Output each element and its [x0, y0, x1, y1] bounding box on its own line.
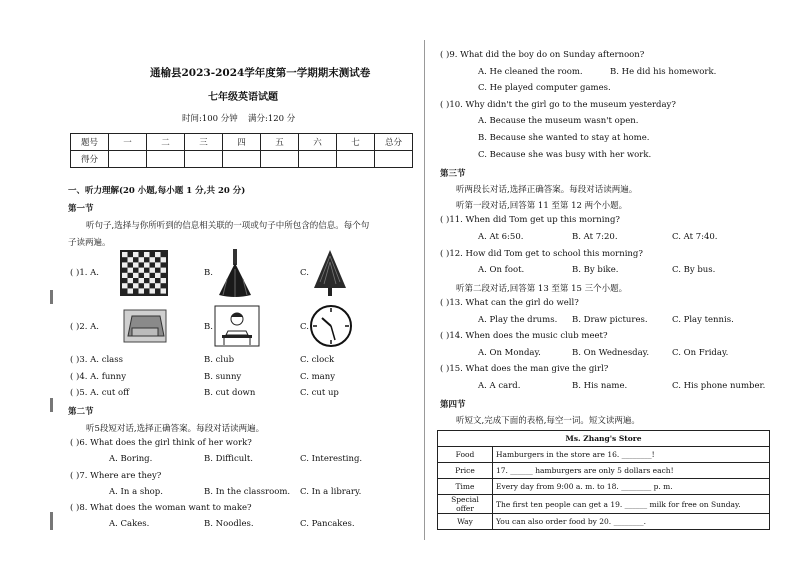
q13-stem: ( )13. What can the girl do well?	[440, 298, 579, 308]
q9-option-b: B. He did his homework.	[610, 67, 717, 77]
q14-stem: ( )14. When does the music club meet?	[440, 331, 608, 341]
exam-title: 通榆县2023-2024学年度第一学期期末测试卷	[150, 67, 371, 79]
store-table-title-row	[438, 431, 770, 447]
q5-option-c: C. cut up	[300, 388, 339, 398]
section3-dialog2-note: 听第二段对话,回答第 13 至第 15 三个小题。	[456, 284, 628, 294]
store-row-text: Every day from 9:00 a. m. to 18. ________ p. m.	[493, 479, 770, 495]
q13-option-a: A. Play the drums.	[478, 315, 558, 325]
q15-stem: ( )15. What does the man give the girl?	[440, 364, 609, 374]
q13-option-c: C. Play tennis.	[672, 315, 734, 325]
q5-option-b: B. cut down	[204, 388, 256, 398]
score-row-label: 得分	[71, 151, 109, 168]
q11-option-b: B. At 7:20.	[572, 232, 618, 242]
section3-dialog1-note: 听第一段对话,回答第 11 至第 12 两个小题。	[456, 201, 628, 211]
q13-option-b: B. Draw pictures.	[572, 315, 648, 325]
chessboard-image	[120, 250, 168, 299]
store-table-row	[438, 514, 770, 530]
clock-image	[309, 304, 353, 351]
score-cell[interactable]	[299, 151, 337, 168]
section3-instruction: 听两段长对话,选择正确答案。每段对话读两遍。	[456, 185, 638, 195]
q15-option-c: C. His phone number.	[672, 381, 766, 391]
q4-option-c: C. many	[300, 372, 336, 382]
part1-heading: 一、听力理解(20 小题,每小题 1 分,共 20 分)	[68, 186, 246, 196]
q10-option-b: B. Because she wanted to stay at home.	[478, 133, 650, 143]
store-table-row	[438, 495, 770, 514]
q3-label: ( )3. A. class	[70, 355, 123, 365]
sofa-image	[122, 306, 168, 349]
q11-stem: ( )11. When did Tom get up this morning?	[440, 215, 620, 225]
q6-option-a: A. Boring.	[109, 454, 153, 464]
score-cell[interactable]	[337, 151, 375, 168]
store-row-text: You can also order food by 20. ________.	[493, 514, 770, 530]
score-cell[interactable]	[261, 151, 299, 168]
store-row-label: Way	[438, 514, 493, 530]
score-header-cell: 一	[109, 134, 147, 151]
q7-option-b: B. In the classroom.	[204, 487, 291, 497]
section4-label: 第四节	[440, 400, 466, 410]
q10-option-a: A. Because the museum wasn't open.	[478, 116, 639, 126]
q4-label: ( )4. A. funny	[70, 372, 127, 382]
q10-option-c: C. Because she was busy with her work.	[478, 150, 652, 160]
score-header-cell: 四	[223, 134, 261, 151]
store-row-label: Special offer	[438, 495, 493, 514]
tree-image	[310, 248, 350, 301]
score-header-cell: 七	[337, 134, 375, 151]
section1-label: 第一节	[68, 204, 94, 214]
q9-option-c: C. He played computer games.	[478, 83, 611, 93]
q2-option-c: C.	[300, 322, 309, 332]
store-row-text: Hamburgers in the store are 16. ________!	[493, 447, 770, 463]
score-header-cell: 题号	[71, 134, 109, 151]
q5-label: ( )5. A. cut off	[70, 388, 130, 398]
q7-option-c: C. In a library.	[300, 487, 362, 497]
store-table-title: Ms. Zhang's Store	[438, 431, 770, 447]
q14-option-a: A. On Monday.	[478, 348, 541, 358]
q15-option-a: A. A card.	[478, 381, 521, 391]
student-desk-image	[214, 305, 260, 350]
score-cell[interactable]	[375, 151, 413, 168]
column-divider	[424, 40, 425, 540]
q1-option-b: B.	[204, 268, 213, 278]
broom-image	[213, 249, 257, 302]
section1-instruction-cont: 子读两遍。	[68, 238, 111, 248]
q8-option-b: B. Noodles.	[204, 519, 254, 529]
q7-option-a: A. In a shop.	[109, 487, 163, 497]
section2-label: 第二节	[68, 407, 94, 417]
q14-option-b: B. On Wednesday.	[572, 348, 650, 358]
q6-option-b: B. Difficult.	[204, 454, 254, 464]
binding-mark	[50, 290, 53, 304]
q6-option-c: C. Interesting.	[300, 454, 363, 464]
q12-option-a: A. On foot.	[478, 265, 525, 275]
score-cell[interactable]	[147, 151, 185, 168]
q12-stem: ( )12. How did Tom get to school this morning?	[440, 249, 643, 259]
q14-option-c: C. On Friday.	[672, 348, 729, 358]
q12-option-b: B. By bike.	[572, 265, 619, 275]
score-header-cell: 三	[185, 134, 223, 151]
score-cell[interactable]	[223, 151, 261, 168]
store-table	[437, 430, 770, 530]
q9-option-a: A. He cleaned the room.	[478, 67, 583, 77]
section3-label: 第三节	[440, 169, 466, 179]
score-table-header-row	[71, 134, 413, 151]
score-table-score-row	[71, 151, 413, 168]
q7-stem: ( )7. Where are they?	[70, 471, 162, 481]
score-header-cell: 五	[261, 134, 299, 151]
q11-option-c: C. At 7:40.	[672, 232, 718, 242]
q6-stem: ( )6. What does the girl think of her work?	[70, 438, 252, 448]
binding-mark	[50, 512, 53, 530]
q12-option-c: C. By bus.	[672, 265, 716, 275]
q9-stem: ( )9. What did the boy do on Sunday afternoon?	[440, 50, 645, 60]
q15-option-b: B. His name.	[572, 381, 628, 391]
q11-option-a: A. At 6:50.	[478, 232, 524, 242]
q1-option-c: C.	[300, 268, 309, 278]
binding-mark	[50, 398, 53, 412]
store-row-label: Price	[438, 463, 493, 479]
q8-option-a: A. Cakes.	[109, 519, 150, 529]
score-header-cell: 总分	[375, 134, 413, 151]
store-table-row	[438, 479, 770, 495]
section4-instruction: 听短文,完成下面的表格,每空一词。短文读两遍。	[456, 416, 640, 426]
score-header-cell: 二	[147, 134, 185, 151]
section2-instruction: 听5段短对话,选择正确答案。每段对话读两遍。	[86, 424, 265, 434]
store-row-label: Time	[438, 479, 493, 495]
q8-stem: ( )8. What does the woman want to make?	[70, 503, 252, 513]
store-row-text: The first ten people can get a 19. ______ milk for free on Sunday.	[493, 495, 770, 514]
score-cell[interactable]	[185, 151, 223, 168]
q10-stem: ( )10. Why didn't the girl go to the museum yesterday?	[440, 100, 676, 110]
q1-label: ( )1. A.	[70, 268, 99, 278]
section1-instruction: 听句子,选择与你所听到的信息相关联的一项或句子中所包含的信息。每个句	[86, 221, 370, 231]
exam-score: 满分:120 分	[248, 114, 296, 124]
q2-label: ( )2. A.	[70, 322, 99, 332]
store-row-label: Food	[438, 447, 493, 463]
q2-option-b: B.	[204, 322, 213, 332]
exam-time: 时间:100 分钟	[182, 114, 238, 124]
score-header-cell: 六	[299, 134, 337, 151]
q4-option-b: B. sunny	[204, 372, 242, 382]
score-table	[70, 133, 413, 168]
store-table-row	[438, 463, 770, 479]
store-table-row	[438, 447, 770, 463]
q8-option-c: C. Pancakes.	[300, 519, 355, 529]
q3-option-b: B. club	[204, 355, 235, 365]
store-row-text: 17. ______ hamburgers are only 5 dollars each!	[493, 463, 770, 479]
exam-subtitle: 七年级英语试题	[208, 92, 278, 103]
q3-option-c: C. clock	[300, 355, 335, 365]
score-cell[interactable]	[109, 151, 147, 168]
